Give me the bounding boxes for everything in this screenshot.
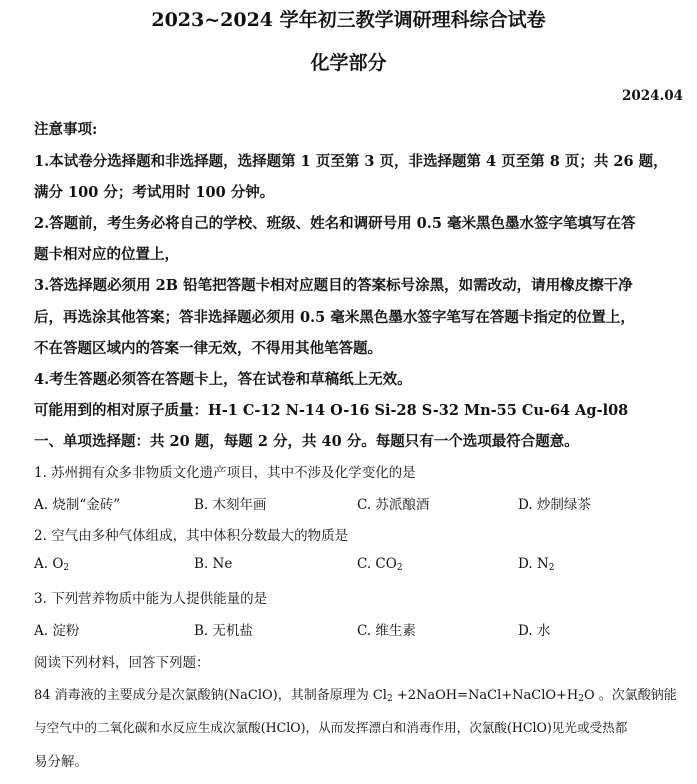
notice-line-5: 3.答选择题必须用 2B 铅笔把答题卡相对应题目的答案标号涂黑，如需改动，请用橡皮擦干净: [34, 277, 633, 294]
question-2-option-c: C. $CO_2$: [357, 556, 403, 573]
notice-line-1: 1.本试卷分选择题和非选择题，选择题第 1 页至第 3 页，非选择题第 4 页至第 8 页；共 26 题，: [34, 153, 668, 170]
question-1-option-a: A. 烧制“金砖”: [34, 497, 121, 513]
question-3-option-d: D. 水: [518, 623, 551, 639]
reading-paragraph-line-1: 84 消毒液的主要成分是次氯酸钠(NaClO)，其制备原理为 $Cl_2$ $+2NaOH=NaCl+NaClO+H_2O$ 。次氯酸钠能: [34, 688, 677, 704]
notice-line-8: 4.考生答题必须答在答题卡上，答在试卷和草稿纸上无效。: [34, 371, 412, 388]
section-heading: 一、单项选择题：共 20 题，每题 2 分，共 40 分。每题只有一个选项最符合题意。: [34, 433, 579, 450]
question-2-option-b: B. Ne: [194, 556, 233, 572]
notice-line-4: 题卡相对应的位置上，: [34, 246, 179, 263]
notice-heading: 注意事项:: [34, 121, 98, 138]
notice-line-6: 后，再选涂其他答案；答非选择题必须用 0.5 毫米黑色墨水签字笔写在答题卡指定的位置上，: [34, 309, 635, 326]
question-2-option-a: A. $O_2$: [34, 556, 70, 573]
question-3-option-b: B. 无机盐: [194, 623, 254, 639]
exam-date: 2024.04: [621, 88, 683, 104]
question-1-option-c: C. 苏派酿酒: [357, 497, 430, 513]
question-2-option-d: D. $N_2$: [518, 556, 555, 573]
question-3-option-c: C. 维生素: [357, 623, 416, 639]
reading-paragraph-line-3: 易分解。: [34, 754, 88, 770]
notice-line-7: 不在答题区域内的答案一律无效，不得用其他笔答题。: [34, 340, 382, 357]
question-1-option-d: D. 炒制绿茶: [518, 497, 591, 513]
reading-intro: 阅读下列材料，回答下列题：: [34, 655, 210, 671]
notice-line-2: 满分 100 分；考试用时 100 分钟。: [34, 184, 275, 201]
question-1-stem: 1. 苏州拥有众多非物质文化遗产项目，其中不涉及化学变化的是: [34, 465, 416, 481]
section-subtitle: 化学部分: [310, 52, 387, 74]
exam-title: 2023~2024 学年初三教学调研理科综合试卷: [151, 9, 546, 31]
atomic-masses: 可能用到的相对原子质量：H-1 C-12 N-14 O-16 Si-28 S-32 Mn-55 Cu-64 Ag-l08: [34, 402, 629, 419]
question-3-stem: 3. 下列营养物质中能为人提供能量的是: [34, 591, 268, 607]
question-3-option-a: A. 淀粉: [34, 623, 80, 639]
question-2-stem: 2. 空气由多种气体组成，其中体积分数最大的物质是: [34, 528, 349, 544]
reading-paragraph-line-2: 与空气中的二氧化碳和水反应生成次氯酸(HClO)，从而发挥漂白和消毒作用，次氯酸(HClO)见光或受热都: [34, 720, 628, 735]
notice-line-3: 2.答题前，考生务必将自己的学校、班级、姓名和调研号用 0.5 毫米黑色墨水签字笔填写在答: [34, 215, 636, 232]
question-1-option-b: B. 木刻年画: [194, 497, 267, 513]
